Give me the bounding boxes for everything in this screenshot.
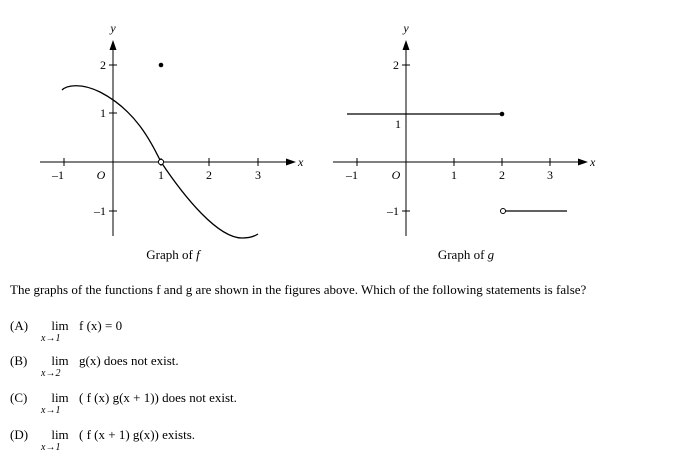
graph-g-y-tick-label: 1 <box>395 117 401 131</box>
limit-subscript: x→1 <box>41 333 61 344</box>
graph-g-y-arrow <box>403 40 410 50</box>
graph-f-x-tick-label: 2 <box>206 168 212 182</box>
limit-operator: lim <box>51 353 69 368</box>
graph-g-x-label: x <box>590 155 596 169</box>
graph-g-y-tick-label: 2 <box>393 58 399 72</box>
limit-subscript: x→1 <box>41 405 61 416</box>
graph-g-x-tick-label: –1 <box>346 168 358 182</box>
graph-g-x-tick-label: 3 <box>547 168 553 182</box>
graph-g-closed-point <box>500 112 505 117</box>
limit-subscript: x→1 <box>41 442 61 453</box>
graph-f-y-tick-label: 1 <box>100 106 106 120</box>
graph-f-x-tick-label: 3 <box>255 168 261 182</box>
graph-g-x-arrow <box>578 159 588 166</box>
choice-expression: g(x) does not exist. <box>79 353 179 368</box>
choice-c[interactable] <box>10 390 410 420</box>
graph-g <box>333 21 596 262</box>
graph-f-open-point <box>158 159 163 164</box>
graph-g-y-label: y <box>403 21 409 35</box>
graph-g-open-point <box>501 209 506 214</box>
graph-f-y-tick-label: –1 <box>94 204 106 218</box>
graph-f-y-label: y <box>110 21 116 35</box>
graph-f-origin: O <box>96 168 106 182</box>
graph-f-y-tick-label: 2 <box>100 58 106 72</box>
choice-expression: f (x) = 0 <box>79 318 123 333</box>
graph-f-caption: Graph of f <box>146 247 200 262</box>
graph-g-origin: O <box>391 168 401 182</box>
choice-a[interactable] <box>10 318 410 348</box>
choice-letter: (C) <box>10 390 28 405</box>
graph-f-closed-point <box>159 63 164 68</box>
graph-f <box>40 21 304 262</box>
graph-g-caption: Graph of g <box>437 247 495 262</box>
limit-operator: lim <box>51 318 69 333</box>
choice-expression: ( f (x) g(x + 1)) does not exist. <box>79 390 237 405</box>
graph-f-x-arrow <box>286 159 296 166</box>
choice-b[interactable] <box>10 353 410 383</box>
graph-g-x-tick-label: 2 <box>499 168 505 182</box>
choice-d[interactable] <box>10 427 410 457</box>
graph-f-x-tick-label: –1 <box>52 168 64 182</box>
graph-f-x-tick-label: 1 <box>158 168 164 182</box>
choice-letter: (A) <box>10 318 29 333</box>
graph-g-x-tick-label: 1 <box>451 168 457 182</box>
choice-letter: (D) <box>10 427 29 442</box>
limit-subscript: x→2 <box>41 368 61 379</box>
choice-expression: ( f (x + 1) g(x)) exists. <box>79 427 195 442</box>
graph-f-y-arrow <box>110 40 117 50</box>
graph-g-y-tick-label: –1 <box>387 204 399 218</box>
choice-letter: (B) <box>10 353 28 368</box>
graph-f-x-label: x <box>298 155 304 169</box>
question-text: The graphs of the functions f and g are shown in the figures above. Which of the following statements is false? <box>10 282 587 297</box>
limit-operator: lim <box>51 390 69 405</box>
limit-operator: lim <box>51 427 69 442</box>
